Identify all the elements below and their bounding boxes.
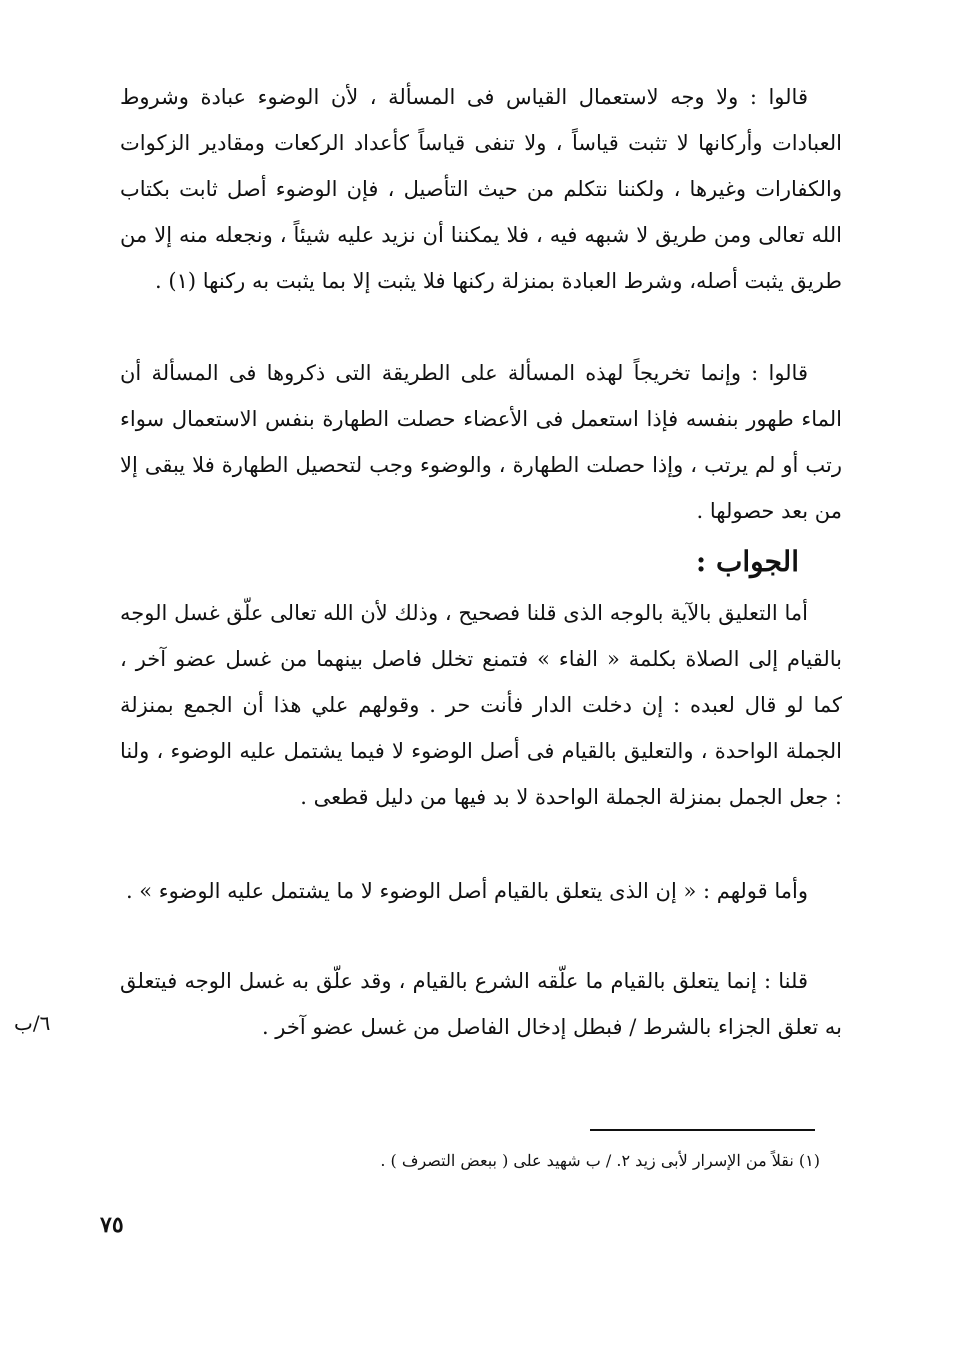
paragraph: أما التعليق بالآية بالوجه الذى قلنا فصحيح ، وذلك لأن الله تعالى علّق غسل الوجه بالقيام إلى الصلاة بكلمة « الفاء » فتمنع تخلل فاصل بينهما من غسل عضو آخر ، كما لو قال لعبده : إن دخلت الدار فأنت حر . وقولهم علي هذا أن الجمع بمنزلة الجملة الواحدة ، والتعليق بالقيام فى أصل الوضوء لا فيما يشتمل عليه الوضوء ، ولنا : جعل الجمل بمنزلة الجملة الواحدة لا بد فيها من دليل قطعى . bbox=[120, 601, 842, 809]
footnote-separator bbox=[590, 1129, 815, 1131]
page-number: ٧٥ bbox=[100, 1212, 124, 1238]
paragraph: قلنا : إنما يتعلق بالقيام ما علّقه الشرع بالقيام ، وقد علّق به غسل الوجه فيتعلق به تعلق الجزاء بالشرط / فبطل إدخال الفاصل من غسل عضو آخر . bbox=[120, 969, 842, 1039]
section-heading: الجواب : bbox=[695, 545, 799, 578]
paragraph: قالوا : وإنما تخريجاً لهذه المسألة على الطريقة التى ذكروها فى المسألة أن الماء طهور بنفسه فإذا استعمل فى الأعضاء حصلت الطهارة بنفس الاستعمال سواء رتب أو لم يرتب ، وإذا حصلت الطهارة ، والوضوء وجب لتحصيل الطهارة فلا يبقى إلا من بعد حصولها . bbox=[120, 361, 842, 523]
footnote: (١) نقلاً من الإسرار لأبى زيد ٢. / ب شهيد على ( ببعض التصرف ) . bbox=[380, 1151, 820, 1170]
paragraph: قالوا : ولا وجه لاستعمال القياس فى المسألة ، لأن الوضوء عبادة وشروط العبادات وأركانها لا تثبت قياساً ، ولا تنفى قياساً كأعداد الركعات ومقادير الزكوات والكفارات وغيرها ، ولكننا نتكلم من حيث التأصيل ، فإن الوضوء أصل ثابت بكتاب الله تعالى ومن طريق لا شبهه فيه ، فلا يمكننا أن نزيد عليه شيئاً ، ونجعله منه إلا من طريق يثبت أصله، وشرط العبادة بمنزلة ركنها فلا يثبت إلا بما يثبت به ركنها (١) . bbox=[120, 85, 842, 293]
paragraph: وأما قولهم : « إن الذى يتعلق بالقيام أصل الوضوء لا ما يشتمل عليه الوضوء » . bbox=[125, 879, 808, 903]
manuscript-folio-note: ٦/ب bbox=[14, 1011, 51, 1035]
